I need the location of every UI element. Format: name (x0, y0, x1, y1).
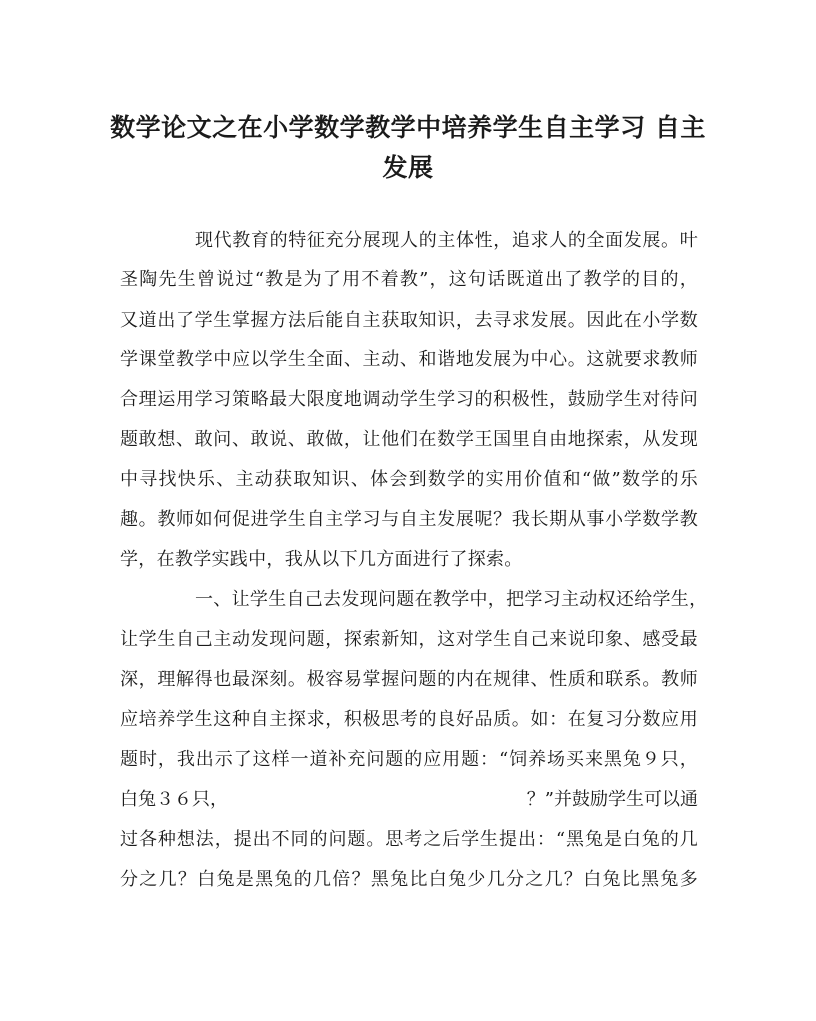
paragraph-line: 应培养学生这种自主探求，积极思考的良好品质。如：在复习分数应用 (120, 709, 698, 730)
paragraph-line: 又道出了学生掌握方法后能自主获取知识，去寻求发展。因此在小学数 (120, 310, 698, 331)
paragraph-line: 深，理解得也最深刻。极容易掌握问题的内在规律、性质和联系。教师 (120, 669, 698, 690)
paragraph-line: 圣陶先生曾说过“教是为了用不着教”，这句话既道出了教学的目的， (120, 269, 698, 290)
paragraph-line: 现代教育的特征充分展现人的主体性，追求人的全面发展。叶 (195, 230, 698, 251)
paragraph-line: 趣。教师如何促进学生自主学习与自主发展呢？我长期从事小学数学教 (120, 509, 698, 530)
paragraph-line: 一、让学生自己去发现问题在教学中，把学习主动权还给学生， (195, 589, 708, 610)
paragraph-line: 学课堂教学中应以学生全面、主动、和谐地发展为中心。这就要求教师 (120, 349, 698, 370)
paragraph-line: 合理运用学习策略最大限度地调动学生学习的积极性，鼓励学生对待问 (120, 389, 698, 410)
paragraph-line: 分之几？白兔是黑兔的几倍？黑兔比白兔少几分之几？白兔比黑兔多 (120, 869, 698, 890)
document-title-line-2: 发展 (382, 153, 434, 182)
paragraph-line: 过各种想法，提出不同的问题。思考之后学生提出：“黑兔是白兔的几 (120, 829, 698, 850)
paragraph-line: 学，在教学实践中，我从以下几方面进行了探索。 (120, 549, 523, 570)
paragraph-line: 中寻找快乐、主动获取知识、体会到数学的实用价值和“做”数学的乐 (120, 469, 698, 490)
paragraph-line-right-fragment: ？”并鼓励学生可以通 (526, 789, 698, 810)
paragraph-line: 题时，我出示了这样一道补充问题的应用题：“饲养场买来黑兔９只， (120, 749, 698, 770)
document-title-line-1: 数学论文之在小学数学教学中培养学生自主学习 自主 (110, 113, 706, 142)
paragraph-line: 让学生自己主动发现问题，探索新知，这对学生自己来说印象、感受最 (120, 629, 698, 650)
paragraph-line: 题敢想、敢问、敢说、敢做，让他们在数学王国里自由地探索，从发现 (120, 429, 698, 450)
paragraph-line-left-fragment: 白兔３６只， (120, 789, 228, 810)
